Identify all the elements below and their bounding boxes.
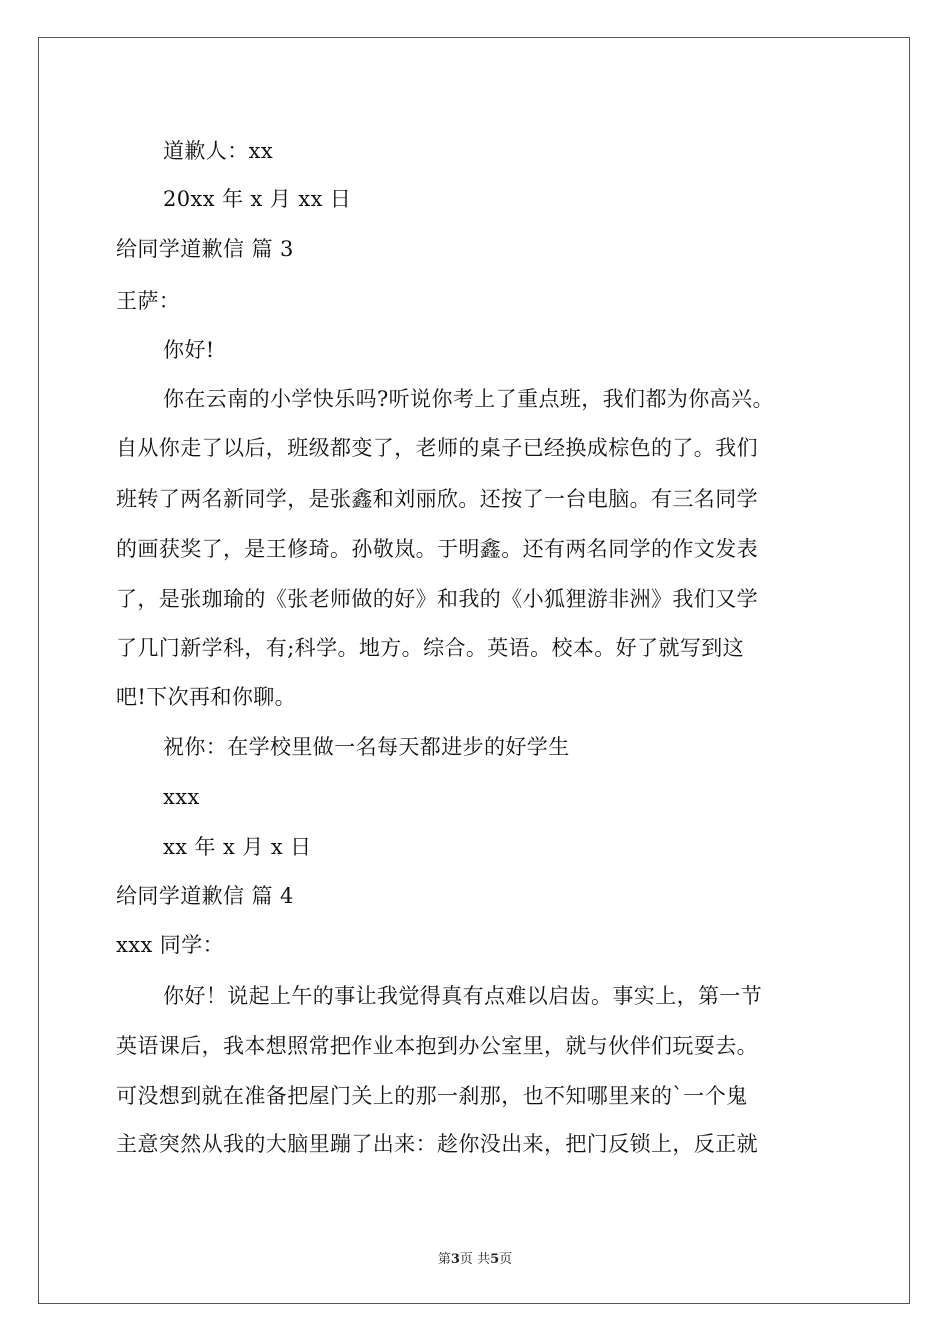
salutation: xxx 同学： [116, 933, 225, 957]
body-line: 你好！说起上午的事让我觉得真有点难以启齿。事实上，第一节 [163, 984, 763, 1008]
footer-prefix: 第 [437, 1252, 451, 1267]
body-line: 主意突然从我的大脑里蹦了出来：趁你没出来，把门反锁上，反正就 [116, 1132, 758, 1156]
body-line: 了几门新学科，有;科学。地方。综合。英语。校本。好了就写到这 [116, 636, 745, 660]
date-line: 20xx 年 x 月 xx 日 [163, 187, 352, 211]
body-line: 班转了两名新同学，是张鑫和刘丽欣。还按了一台电脑。有三名同学 [116, 487, 758, 511]
salutation: 王萨： [116, 289, 181, 313]
section-heading-4: 给同学道歉信 篇 4 [116, 884, 294, 908]
page-border [38, 37, 910, 1304]
body-line: 的画获奖了，是王修琦。孙敬岚。于明鑫。还有两名同学的作文发表 [116, 537, 758, 561]
page-footer [0, 1248, 950, 1267]
section-heading-3: 给同学道歉信 篇 3 [116, 237, 294, 261]
body-line: 了，是张珈瑜的《张老师做的好》和我的《小狐狸游非洲》我们又学 [116, 587, 758, 611]
closing-wish: 祝你：在学校里做一名每天都进步的好学生 [163, 735, 570, 759]
footer-mid: 页 共 [459, 1252, 491, 1267]
body-line: 自从你走了以后，班级都变了，老师的桌子已经换成棕色的了。我们 [116, 436, 758, 460]
body-line: 英语课后，我本想照常把作业本抱到办公室里，就与伙伴们玩耍去。 [116, 1034, 758, 1058]
footer-suffix: 页 [499, 1252, 513, 1267]
body-line: 你在云南的小学快乐吗?听说你考上了重点班，我们都为你高兴。 [163, 387, 774, 411]
footer-current-page: 3 [450, 1252, 460, 1267]
date-line: xx 年 x 月 x 日 [163, 835, 312, 859]
greeting: 你好! [163, 338, 215, 362]
body-line: 可没想到就在准备把屋门关上的那一刹那，也不知哪里来的`一个鬼 [116, 1084, 748, 1108]
signature-line: 道歉人：xx [163, 139, 274, 163]
signature-line: xxx [163, 785, 200, 809]
footer-total-pages: 5 [490, 1252, 500, 1267]
body-line: 吧!下次再和你聊。 [116, 685, 297, 709]
